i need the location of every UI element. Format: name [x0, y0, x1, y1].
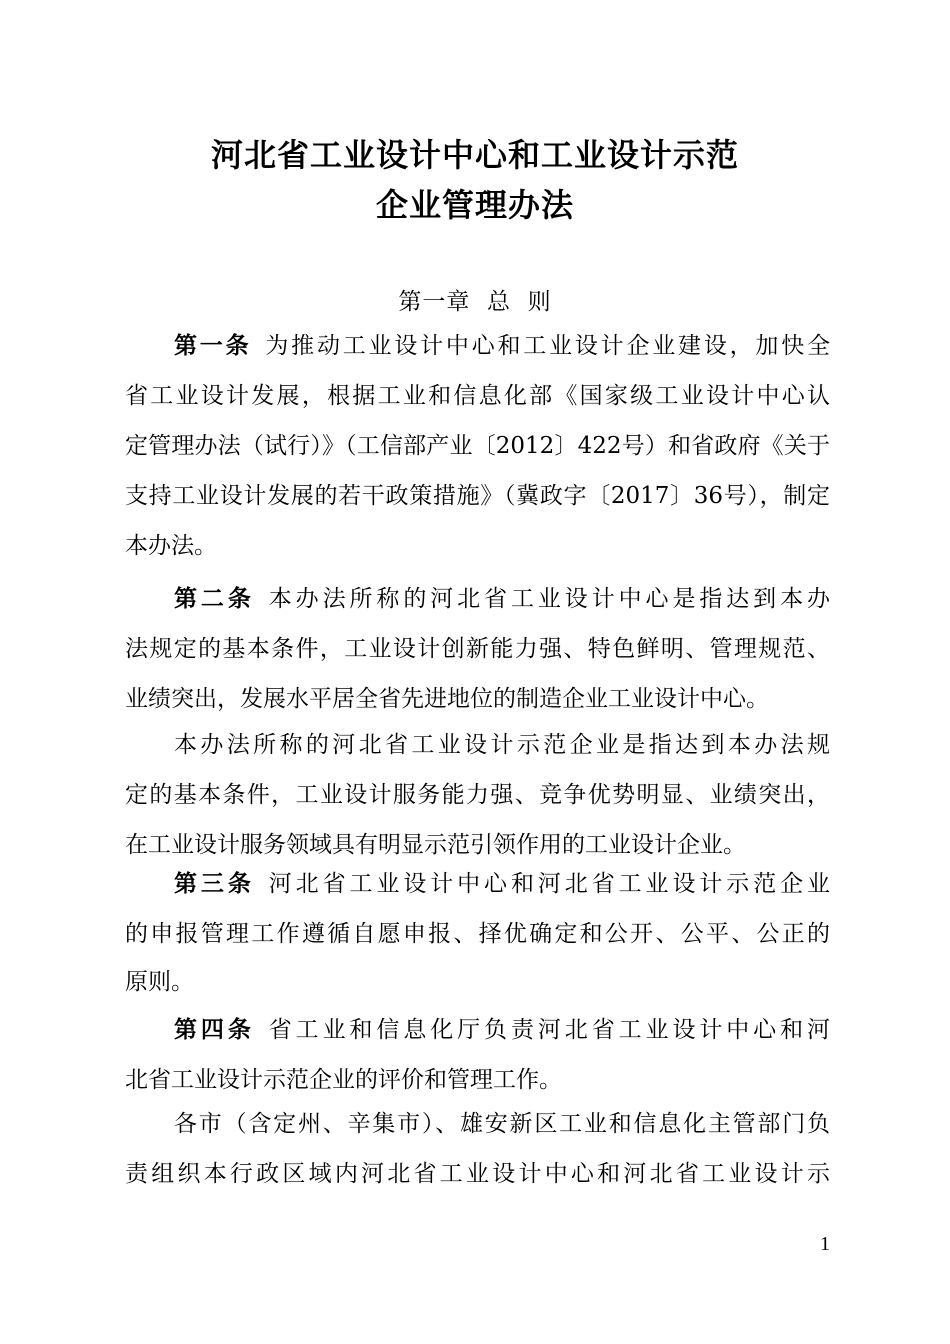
body-line: 第二条 本办法所称的河北省工业设计中心是指达到本办: [174, 586, 831, 612]
body-line: 本办法所称的河北省工业设计示范企业是指达到本办法规: [174, 732, 830, 758]
body-line: 的申报管理工作遵循自愿申报、择优确定和公开、公平、公正的: [125, 921, 830, 947]
body-line: 原则。: [125, 969, 194, 995]
body-line: 在工业设计服务领域具有明显示范引领作用的工业设计企业。: [125, 832, 746, 858]
body-line: 第四条 省工业和信息化厅负责河北省工业设计中心和河: [174, 1017, 831, 1043]
body-line: 第三条 河北省工业设计中心和河北省工业设计示范企业: [174, 871, 831, 897]
body-line: 北省工业设计示范企业的评价和管理工作。: [125, 1067, 562, 1093]
document-title-line-1: 河北省工业设计中心和工业设计示范: [210, 136, 739, 174]
body-line: 定管理办法（试行）》（工信部产业〔2012〕422号）和省政府《关于: [125, 433, 830, 459]
body-line: 定的基本条件，工业设计服务能力强、竞争优势明显、业绩突出，: [125, 782, 830, 808]
chapter-heading: 第一章 总 则: [398, 289, 552, 315]
article-heading: 第二条: [174, 586, 255, 612]
document-title-line-2: 企业管理办法: [375, 186, 574, 224]
article-heading: 第一条: [174, 333, 252, 359]
body-line: 第一条 为推动工业设计中心和工业设计企业建设，加快全: [174, 333, 830, 359]
body-line: 法规定的基本条件，工业设计创新能力强、特色鲜明、管理规范、: [125, 636, 830, 662]
body-line: 本办法。: [125, 533, 217, 559]
body-line: 责组织本行政区域内河北省工业设计中心和河北省工业设计示: [125, 1161, 830, 1187]
body-line: 业绩突出，发展水平居全省先进地位的制造企业工业设计中心。: [125, 686, 769, 712]
article-heading: 第四条: [174, 1017, 255, 1043]
body-line: 各市（含定州、辛集市）、雄安新区工业和信息化主管部门负: [174, 1111, 830, 1137]
page-number: 1: [820, 1233, 830, 1255]
body-line: 省工业设计发展，根据工业和信息化部《国家级工业设计中心认: [125, 383, 830, 409]
body-line: 支持工业设计发展的若干政策措施》（冀政字〔2017〕36号），制定: [125, 483, 830, 509]
article-heading: 第三条: [174, 871, 255, 897]
